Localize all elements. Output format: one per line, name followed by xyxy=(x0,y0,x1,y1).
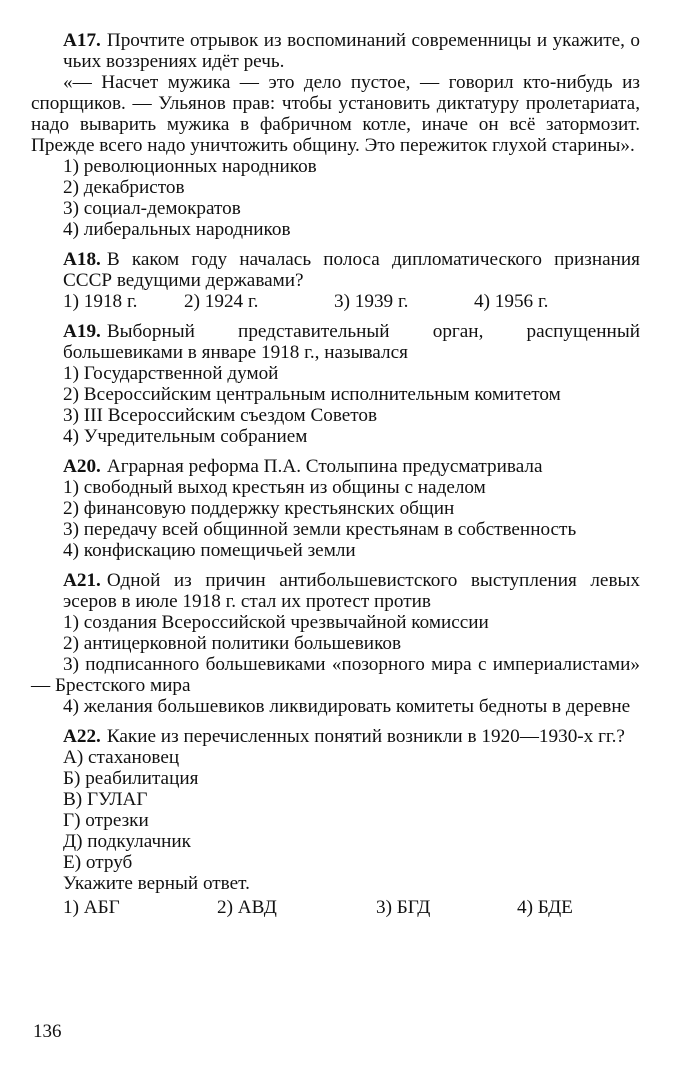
concept-item: Б) реабилитация xyxy=(63,768,199,789)
answer-option: 1) создания Всероссийской чрезвычайной комиссии xyxy=(63,612,489,633)
question-body: Прочтите отрывок из воспоминаний современницы и укажите, о чьих воззрениях идёт речь. xyxy=(63,30,640,72)
answer-option: 4) желания большевиков ликвидировать комитеты бедноты в деревне xyxy=(63,696,631,717)
question-text xyxy=(31,321,640,363)
question-text xyxy=(31,726,640,747)
answer-option: 3) подписанного большевиками «позорного мира с империалистами» — Брестского мира xyxy=(31,654,640,696)
answer-option: 3) передачу всей общинной земли крестьянам в собственность xyxy=(63,519,577,540)
question-number: А21. xyxy=(63,570,101,591)
question-body: Выборный представительный орган, распущенный большевиками в январе 1918 г., назывался xyxy=(63,321,640,363)
answer-option: 1) Государственной думой xyxy=(63,363,279,384)
page-number: 136 xyxy=(33,1021,62,1042)
question-text xyxy=(31,456,640,477)
question-number: А20. xyxy=(63,456,101,477)
answer-option: 2) антицерковной политики большевиков xyxy=(63,633,402,654)
answer-option: 4) БДЕ xyxy=(517,897,573,918)
concept-item: Е) отруб xyxy=(63,852,133,873)
answer-options-row xyxy=(31,291,640,312)
question-number: А22. xyxy=(63,726,101,747)
answer-option: 4) либеральных народников xyxy=(63,219,291,240)
question-a21 xyxy=(31,570,640,717)
answer-option: 4) 1956 г. xyxy=(474,291,549,312)
answer-options-row xyxy=(31,897,640,918)
answer-option: 1) АБГ xyxy=(63,897,120,918)
question-a19 xyxy=(31,321,640,447)
question-text xyxy=(31,30,640,72)
answer-option: 2) финансовую поддержку крестьянских общин xyxy=(63,498,455,519)
question-a20 xyxy=(31,456,640,561)
answer-option: 4) конфискацию помещичьей земли xyxy=(63,540,356,561)
answer-option: 3) III Всероссийским съездом Советов xyxy=(63,405,378,426)
answer-option: 1) 1918 г. xyxy=(63,291,138,312)
question-body: Аграрная реформа П.А. Столыпина предусматривала xyxy=(106,456,543,477)
answer-option: 4) Учредительным собранием xyxy=(63,426,308,447)
answer-option: 2) Всероссийским центральным исполнительным комитетом xyxy=(63,384,561,405)
concept-item: В) ГУЛАГ xyxy=(63,789,148,810)
answer-option: 3) БГД xyxy=(376,897,431,918)
question-a17 xyxy=(31,30,640,240)
answer-option: 3) 1939 г. xyxy=(334,291,409,312)
concept-item: Д) подкулачник xyxy=(63,831,191,852)
question-text xyxy=(31,249,640,291)
question-a22 xyxy=(31,726,640,918)
question-number: А18. xyxy=(63,249,101,270)
question-a18 xyxy=(31,249,640,312)
concept-item: Г) отрезки xyxy=(63,810,149,831)
answer-option: 2) АВД xyxy=(217,897,277,918)
answer-option: 1) свободный выход крестьян из общины с наделом xyxy=(63,477,486,498)
question-number: А17. xyxy=(63,30,101,51)
question-text xyxy=(31,570,640,612)
question-body: В каком году началась полоса дипломатического признания СССР ведущими державами? xyxy=(63,249,640,291)
concept-item: А) стахановец xyxy=(63,747,180,768)
question-body: Одной из причин антибольшевистского выступления левых эсеров в июле 1918 г. стал их протест против xyxy=(63,570,640,612)
question-number: А19. xyxy=(63,321,101,342)
page xyxy=(31,30,640,918)
answer-option: 3) социал-демократов xyxy=(63,198,241,219)
question-body: Какие из перечисленных понятий возникли в 1920—1930-х гг.? xyxy=(106,726,625,747)
quote-text: «— Насчет мужика — это дело пустое, — говорил кто-нибудь из спорщиков. — Ульянов прав: чтобы установить диктатуру пролетариата, надо выварить мужика в фабричном котле, иначе он всё затормозит. Прежде всего надо уничтожить общину. Это пережиток глухой старины». xyxy=(31,72,640,156)
answer-option: 2) декабристов xyxy=(63,177,185,198)
answer-option: 1) революционных народников xyxy=(63,156,317,177)
instruction-text: Укажите верный ответ. xyxy=(63,873,250,894)
answer-option: 2) 1924 г. xyxy=(184,291,259,312)
